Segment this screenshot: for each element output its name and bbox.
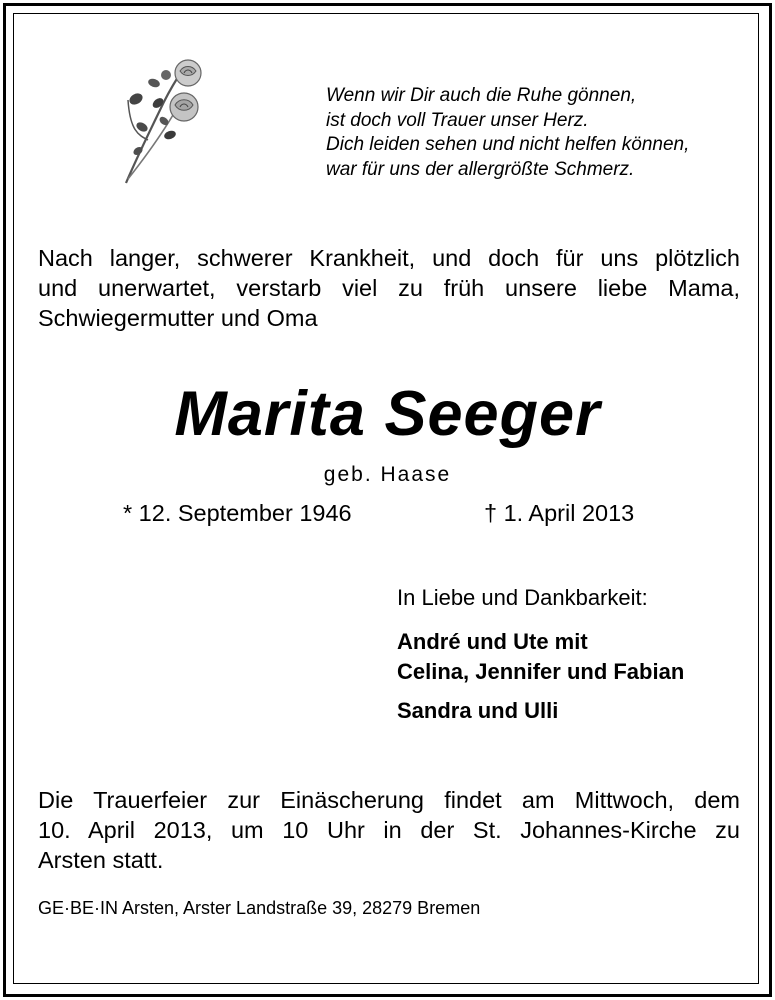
intro-line: und unerwartet, verstarb viel zu früh unsere liebe Mama, (38, 275, 740, 301)
intro-line: Nach langer, schwerer Krankheit, und doch für uns plötzlich (38, 245, 740, 271)
mourners-intro: In Liebe und Dankbarkeit: (397, 585, 648, 610)
funeral-home-info: GE·BE·IN Arsten, Arster Landstraße 39, 28279 Bremen (38, 898, 481, 918)
deceased-name: Marita Seeger (174, 379, 601, 449)
poem-line: ist doch voll Trauer unser Herz. (326, 109, 589, 131)
mourner-line: André und Ute mit (397, 629, 588, 654)
service-line: Die Trauerfeier zur Einäscherung findet am Mittwoch, dem (38, 787, 740, 813)
poem-line: Wenn wir Dir auch die Ruhe gönnen, (326, 85, 637, 106)
mourner-line: Sandra und Ulli (397, 698, 559, 723)
poem-line: Dich leiden sehen und nicht helfen können, (326, 134, 690, 156)
death-announcement-text (38, 243, 740, 333)
death-date: † 1. April 2013 (484, 500, 635, 526)
funeral-service-text (38, 785, 740, 875)
poem (326, 84, 689, 183)
poem-line: war für uns der allergrößte Schmerz. (326, 159, 635, 181)
maiden-name: geb. Haase (323, 463, 452, 486)
rose-icon (118, 55, 218, 190)
mourners-list (397, 627, 684, 726)
intro-line: Schwiegermutter und Oma (38, 305, 318, 331)
mourner-line: Celina, Jennifer und Fabian (397, 659, 685, 684)
birth-date: * 12. September 1946 (123, 500, 352, 526)
service-line: Arsten statt. (38, 847, 164, 873)
service-line: 10. April 2013, um 10 Uhr in der St. Johannes-Kirche zu (38, 817, 740, 843)
